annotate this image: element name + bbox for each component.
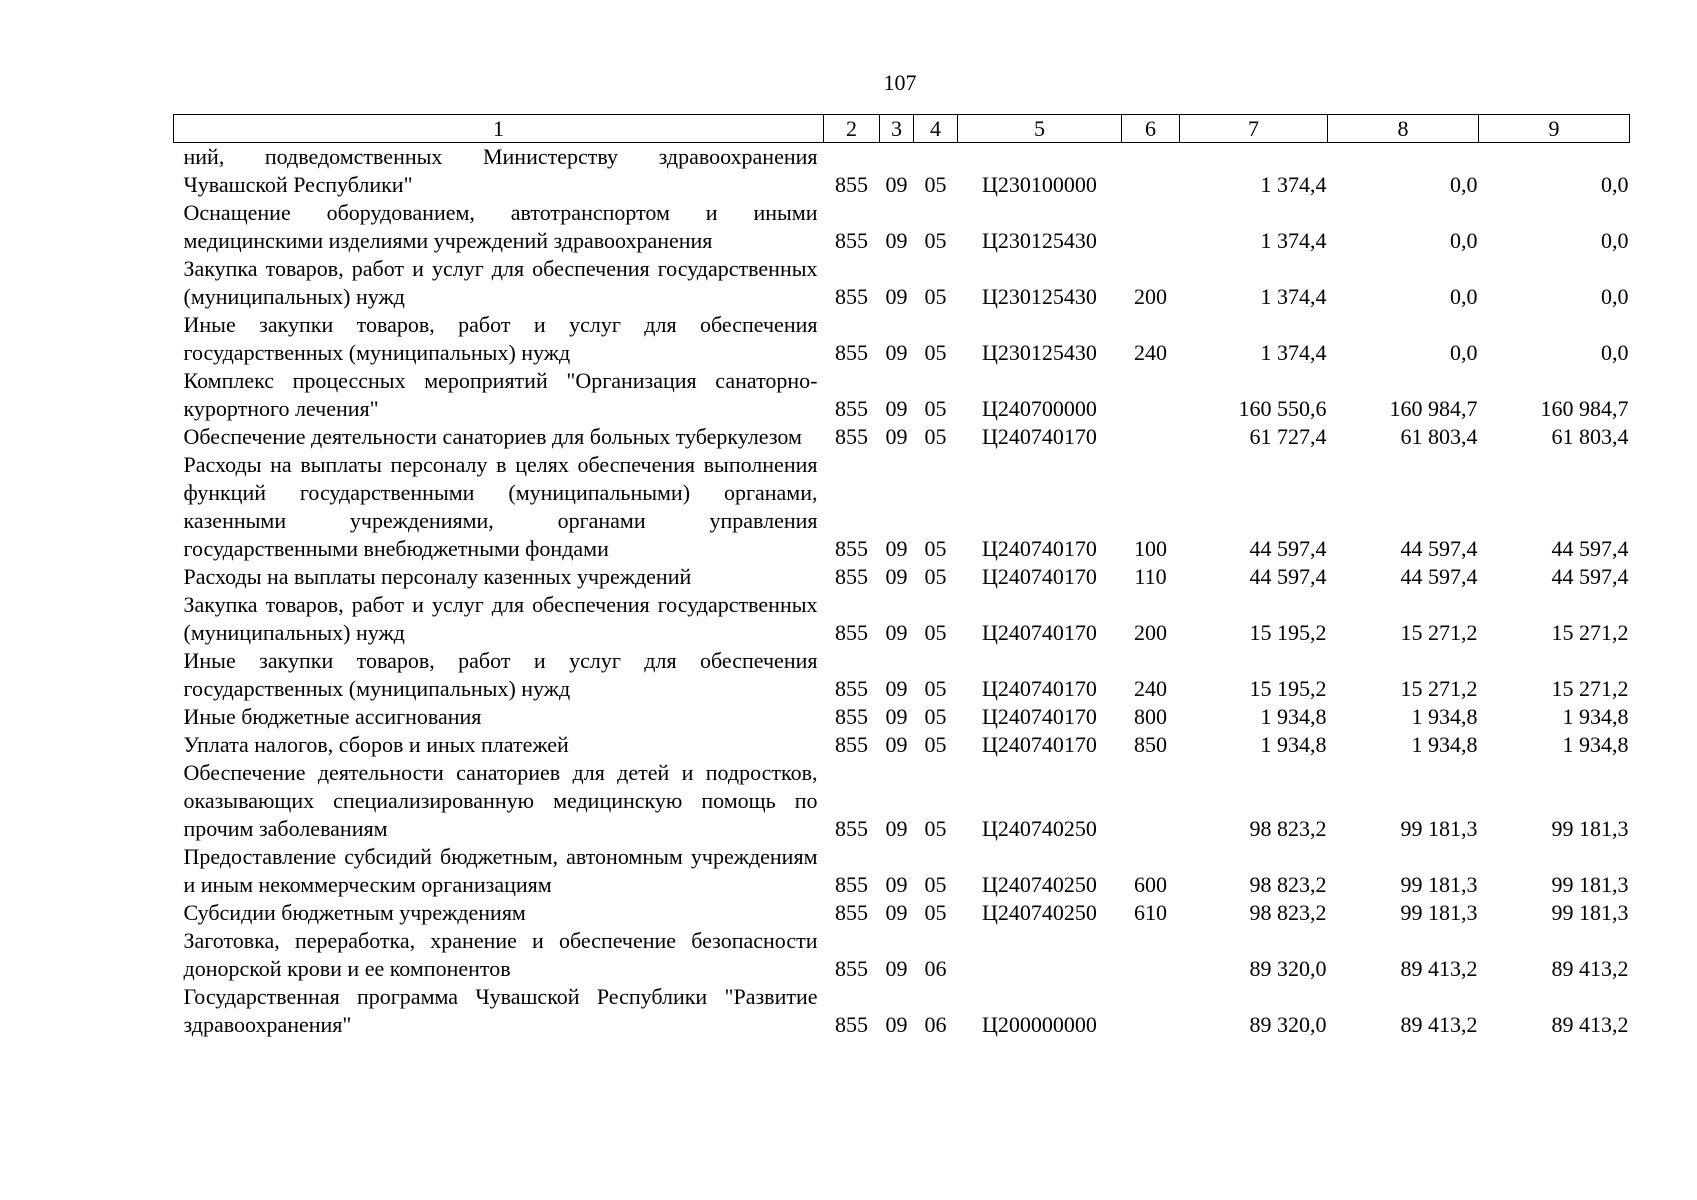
row-col-5: Ц240740250	[982, 900, 1097, 925]
header-col-8: 8	[1328, 115, 1479, 143]
row-col-2: 855	[835, 704, 868, 729]
row-col-8: 61 803,4	[1400, 424, 1478, 449]
row-col-7: 89 320,0	[1249, 1012, 1327, 1037]
row-col-9: 99 181,3	[1551, 900, 1629, 925]
table-row	[174, 199, 1630, 255]
row-col-2: 855	[835, 284, 868, 309]
row-col-3: 09	[885, 872, 908, 897]
table-row	[174, 703, 1630, 731]
row-col-2: 855	[835, 424, 868, 449]
row-col-6: 200	[1134, 284, 1167, 309]
row-col-4: 06	[924, 1012, 947, 1037]
row-col-3: 09	[885, 424, 908, 449]
row-col-9: 0,0	[1601, 228, 1629, 253]
row-col-3: 09	[885, 676, 908, 701]
row-col-3: 09	[885, 956, 908, 981]
row-col-2: 855	[835, 228, 868, 253]
row-col-2: 855	[835, 816, 868, 841]
row-description: ний, подведомственных Министерству здравоохранения Чувашской Республики"	[183, 144, 818, 197]
row-col-4: 05	[924, 704, 947, 729]
row-col-2: 855	[835, 172, 868, 197]
row-col-2: 855	[835, 1012, 868, 1037]
row-col-6	[1122, 143, 1180, 200]
row-col-9: 89 413,2	[1551, 956, 1629, 981]
row-col-4: 05	[924, 536, 947, 561]
row-col-3: 09	[885, 284, 908, 309]
row-col-9: 0,0	[1601, 340, 1629, 365]
row-description: Закупка товаров, работ и услуг для обеспечения государственных (муниципальных) нужд	[183, 256, 818, 309]
row-col-9: 99 181,3	[1551, 872, 1629, 897]
row-col-5: Ц230125430	[982, 228, 1097, 253]
row-description: Комплекс процессных мероприятий "Организация санаторно-курортного лечения"	[183, 368, 818, 421]
row-col-9: 61 803,4	[1551, 424, 1629, 449]
row-description: Иные закупки товаров, работ и услуг для обеспечения государственных (муниципальных) нужд	[183, 648, 818, 701]
row-col-5: Ц240700000	[982, 396, 1097, 421]
row-col-5: Ц240740170	[982, 424, 1097, 449]
row-col-8: 0,0	[1450, 228, 1478, 253]
row-description: Субсидии бюджетным учреждениям	[183, 900, 526, 925]
row-col-3: 09	[885, 732, 908, 757]
row-col-5: Ц240740170	[982, 704, 1097, 729]
row-col-8: 99 181,3	[1400, 872, 1478, 897]
row-col-8: 0,0	[1450, 340, 1478, 365]
row-col-7: 89 320,0	[1249, 956, 1327, 981]
row-description: Расходы на выплаты персоналу в целях обеспечения выполнения функций государственными (муниципальными) органами, казенными учреждениями, органами управления государственными внебюджетными фондами	[183, 452, 818, 561]
row-col-5: Ц240740170	[982, 676, 1097, 701]
row-col-9: 44 597,4	[1551, 536, 1629, 561]
header-col-2: 2	[824, 115, 880, 143]
row-col-2: 855	[835, 396, 868, 421]
header-col-1: 1	[174, 115, 824, 143]
row-col-3: 09	[885, 172, 908, 197]
row-col-7: 98 823,2	[1249, 816, 1327, 841]
row-col-8: 1 934,8	[1411, 732, 1478, 757]
table-row	[174, 311, 1630, 367]
row-col-5: Ц230100000	[982, 172, 1097, 197]
row-col-6: 240	[1134, 340, 1167, 365]
row-col-3: 09	[885, 900, 908, 925]
table-row	[174, 255, 1630, 311]
row-description: Оснащение оборудованием, автотранспортом и иными медицинскими изделиями учреждений здравоохранения	[183, 200, 818, 253]
row-col-5	[958, 927, 1122, 983]
header-col-9: 9	[1479, 115, 1630, 143]
row-col-4: 05	[924, 732, 947, 757]
row-col-6	[1122, 423, 1180, 451]
header-col-7: 7	[1180, 115, 1328, 143]
row-col-9: 44 597,4	[1551, 564, 1629, 589]
header-col-4: 4	[914, 115, 958, 143]
row-col-5: Ц240740170	[982, 564, 1097, 589]
row-col-6: 240	[1134, 676, 1167, 701]
row-col-7: 15 195,2	[1249, 676, 1327, 701]
row-col-5: Ц240740170	[982, 536, 1097, 561]
row-col-6: 110	[1134, 564, 1167, 589]
row-col-5: Ц230125430	[982, 284, 1097, 309]
row-col-3: 09	[885, 396, 908, 421]
row-col-2: 855	[835, 732, 868, 757]
row-col-6: 850	[1134, 732, 1167, 757]
row-col-2: 855	[835, 564, 868, 589]
row-col-9: 1 934,8	[1562, 732, 1629, 757]
row-col-6	[1122, 367, 1180, 423]
row-col-7: 98 823,2	[1249, 900, 1327, 925]
row-col-8: 99 181,3	[1400, 816, 1478, 841]
row-col-8: 99 181,3	[1400, 900, 1478, 925]
table-row	[174, 143, 1630, 200]
row-col-8: 15 271,2	[1400, 620, 1478, 645]
row-col-6	[1122, 927, 1180, 983]
row-col-5: Ц240740250	[982, 872, 1097, 897]
row-col-3: 09	[885, 704, 908, 729]
row-col-9: 160 984,7	[1540, 396, 1629, 421]
row-col-8: 1 934,8	[1411, 704, 1478, 729]
row-col-7: 1 374,4	[1260, 172, 1327, 197]
row-col-9: 0,0	[1601, 284, 1629, 309]
row-col-4: 05	[924, 816, 947, 841]
row-description: Иные закупки товаров, работ и услуг для обеспечения государственных (муниципальных) нужд	[183, 312, 818, 365]
row-col-7: 1 374,4	[1260, 228, 1327, 253]
row-description: Предоставление субсидий бюджетным, автономным учреждениям и иным некоммерческим организациям	[183, 844, 818, 897]
table-header	[174, 115, 1630, 143]
row-col-8: 89 413,2	[1400, 1012, 1478, 1037]
row-col-4: 05	[924, 676, 947, 701]
row-col-7: 15 195,2	[1249, 620, 1327, 645]
row-col-4: 05	[924, 284, 947, 309]
row-col-5: Ц240740170	[982, 732, 1097, 757]
row-description: Закупка товаров, работ и услуг для обеспечения государственных (муниципальных) нужд	[183, 592, 818, 645]
row-col-2: 855	[835, 676, 868, 701]
row-col-6	[1122, 983, 1180, 1039]
header-col-6: 6	[1122, 115, 1180, 143]
row-col-8: 0,0	[1450, 172, 1478, 197]
table-row	[174, 927, 1630, 983]
row-col-4: 05	[924, 424, 947, 449]
header-col-3: 3	[880, 115, 914, 143]
row-col-2: 855	[835, 620, 868, 645]
row-col-9: 89 413,2	[1551, 1012, 1629, 1037]
table-body	[174, 143, 1630, 1040]
row-col-4: 05	[924, 900, 947, 925]
row-col-5: Ц240740250	[982, 816, 1097, 841]
row-col-7: 1 934,8	[1260, 732, 1327, 757]
row-col-8: 44 597,4	[1400, 564, 1478, 589]
header-row	[174, 115, 1630, 143]
table-row	[174, 591, 1630, 647]
row-col-4: 05	[924, 564, 947, 589]
row-col-6	[1122, 759, 1180, 843]
table-row	[174, 983, 1630, 1039]
row-col-7: 61 727,4	[1249, 424, 1327, 449]
row-description: Обеспечение деятельности санаториев для детей и подростков, оказывающих специализированную медицинскую помощь по прочим заболеваниям	[183, 760, 818, 841]
row-col-6: 100	[1134, 536, 1167, 561]
row-col-7: 44 597,4	[1249, 536, 1327, 561]
budget-table	[173, 114, 1630, 1039]
row-col-9: 1 934,8	[1562, 704, 1629, 729]
row-col-6: 610	[1134, 900, 1167, 925]
table-row	[174, 899, 1630, 927]
row-col-9: 15 271,2	[1551, 620, 1629, 645]
row-col-3: 09	[885, 340, 908, 365]
row-description: Иные бюджетные ассигнования	[183, 704, 482, 729]
row-col-7: 1 934,8	[1260, 704, 1327, 729]
row-col-8: 44 597,4	[1400, 536, 1478, 561]
row-col-2: 855	[835, 340, 868, 365]
row-col-8: 160 984,7	[1389, 396, 1478, 421]
row-col-7: 160 550,6	[1238, 396, 1327, 421]
table-row	[174, 367, 1630, 423]
row-col-5: Ц240740170	[982, 620, 1097, 645]
table-row	[174, 451, 1630, 563]
row-col-3: 09	[885, 1012, 908, 1037]
row-col-6: 200	[1134, 620, 1167, 645]
table-row	[174, 731, 1630, 759]
table-row	[174, 759, 1630, 843]
row-col-4: 05	[924, 340, 947, 365]
row-col-3: 09	[885, 564, 908, 589]
row-col-8: 89 413,2	[1400, 956, 1478, 981]
row-col-2: 855	[835, 956, 868, 981]
row-col-6	[1122, 199, 1180, 255]
row-col-4: 06	[924, 956, 947, 981]
row-col-5: Ц200000000	[982, 1012, 1097, 1037]
row-col-9: 99 181,3	[1551, 816, 1629, 841]
row-col-7: 98 823,2	[1249, 872, 1327, 897]
row-col-6: 600	[1134, 872, 1167, 897]
row-col-7: 44 597,4	[1249, 564, 1327, 589]
row-col-4: 05	[924, 620, 947, 645]
row-description: Расходы на выплаты персоналу казенных учреждений	[183, 564, 692, 589]
row-col-3: 09	[885, 536, 908, 561]
row-col-8: 15 271,2	[1400, 676, 1478, 701]
row-col-2: 855	[835, 872, 868, 897]
row-col-4: 05	[924, 228, 947, 253]
table-row	[174, 843, 1630, 899]
table-row	[174, 563, 1630, 591]
row-col-4: 05	[924, 396, 947, 421]
row-col-8: 0,0	[1450, 284, 1478, 309]
row-col-4: 05	[924, 872, 947, 897]
row-description: Государственная программа Чувашской Республики "Развитие здравоохранения"	[183, 984, 818, 1037]
row-col-3: 09	[885, 620, 908, 645]
header-col-5: 5	[958, 115, 1122, 143]
row-description: Уплата налогов, сборов и иных платежей	[183, 732, 569, 757]
row-description: Обеспечение деятельности санаториев для больных туберкулезом	[183, 424, 802, 449]
row-col-4: 05	[924, 172, 947, 197]
row-col-9: 0,0	[1601, 172, 1629, 197]
row-col-5: Ц230125430	[982, 340, 1097, 365]
row-col-6: 800	[1134, 704, 1167, 729]
row-col-9: 15 271,2	[1551, 676, 1629, 701]
row-col-7: 1 374,4	[1260, 284, 1327, 309]
row-col-7: 1 374,4	[1260, 340, 1327, 365]
table-row	[174, 647, 1630, 703]
table-row	[174, 423, 1630, 451]
row-col-2: 855	[835, 536, 868, 561]
row-col-3: 09	[885, 816, 908, 841]
row-col-3: 09	[885, 228, 908, 253]
row-col-2: 855	[835, 900, 868, 925]
row-description: Заготовка, переработка, хранение и обеспечение безопасности донорской крови и ее компонентов	[183, 928, 818, 981]
page-number: 107	[883, 70, 917, 95]
